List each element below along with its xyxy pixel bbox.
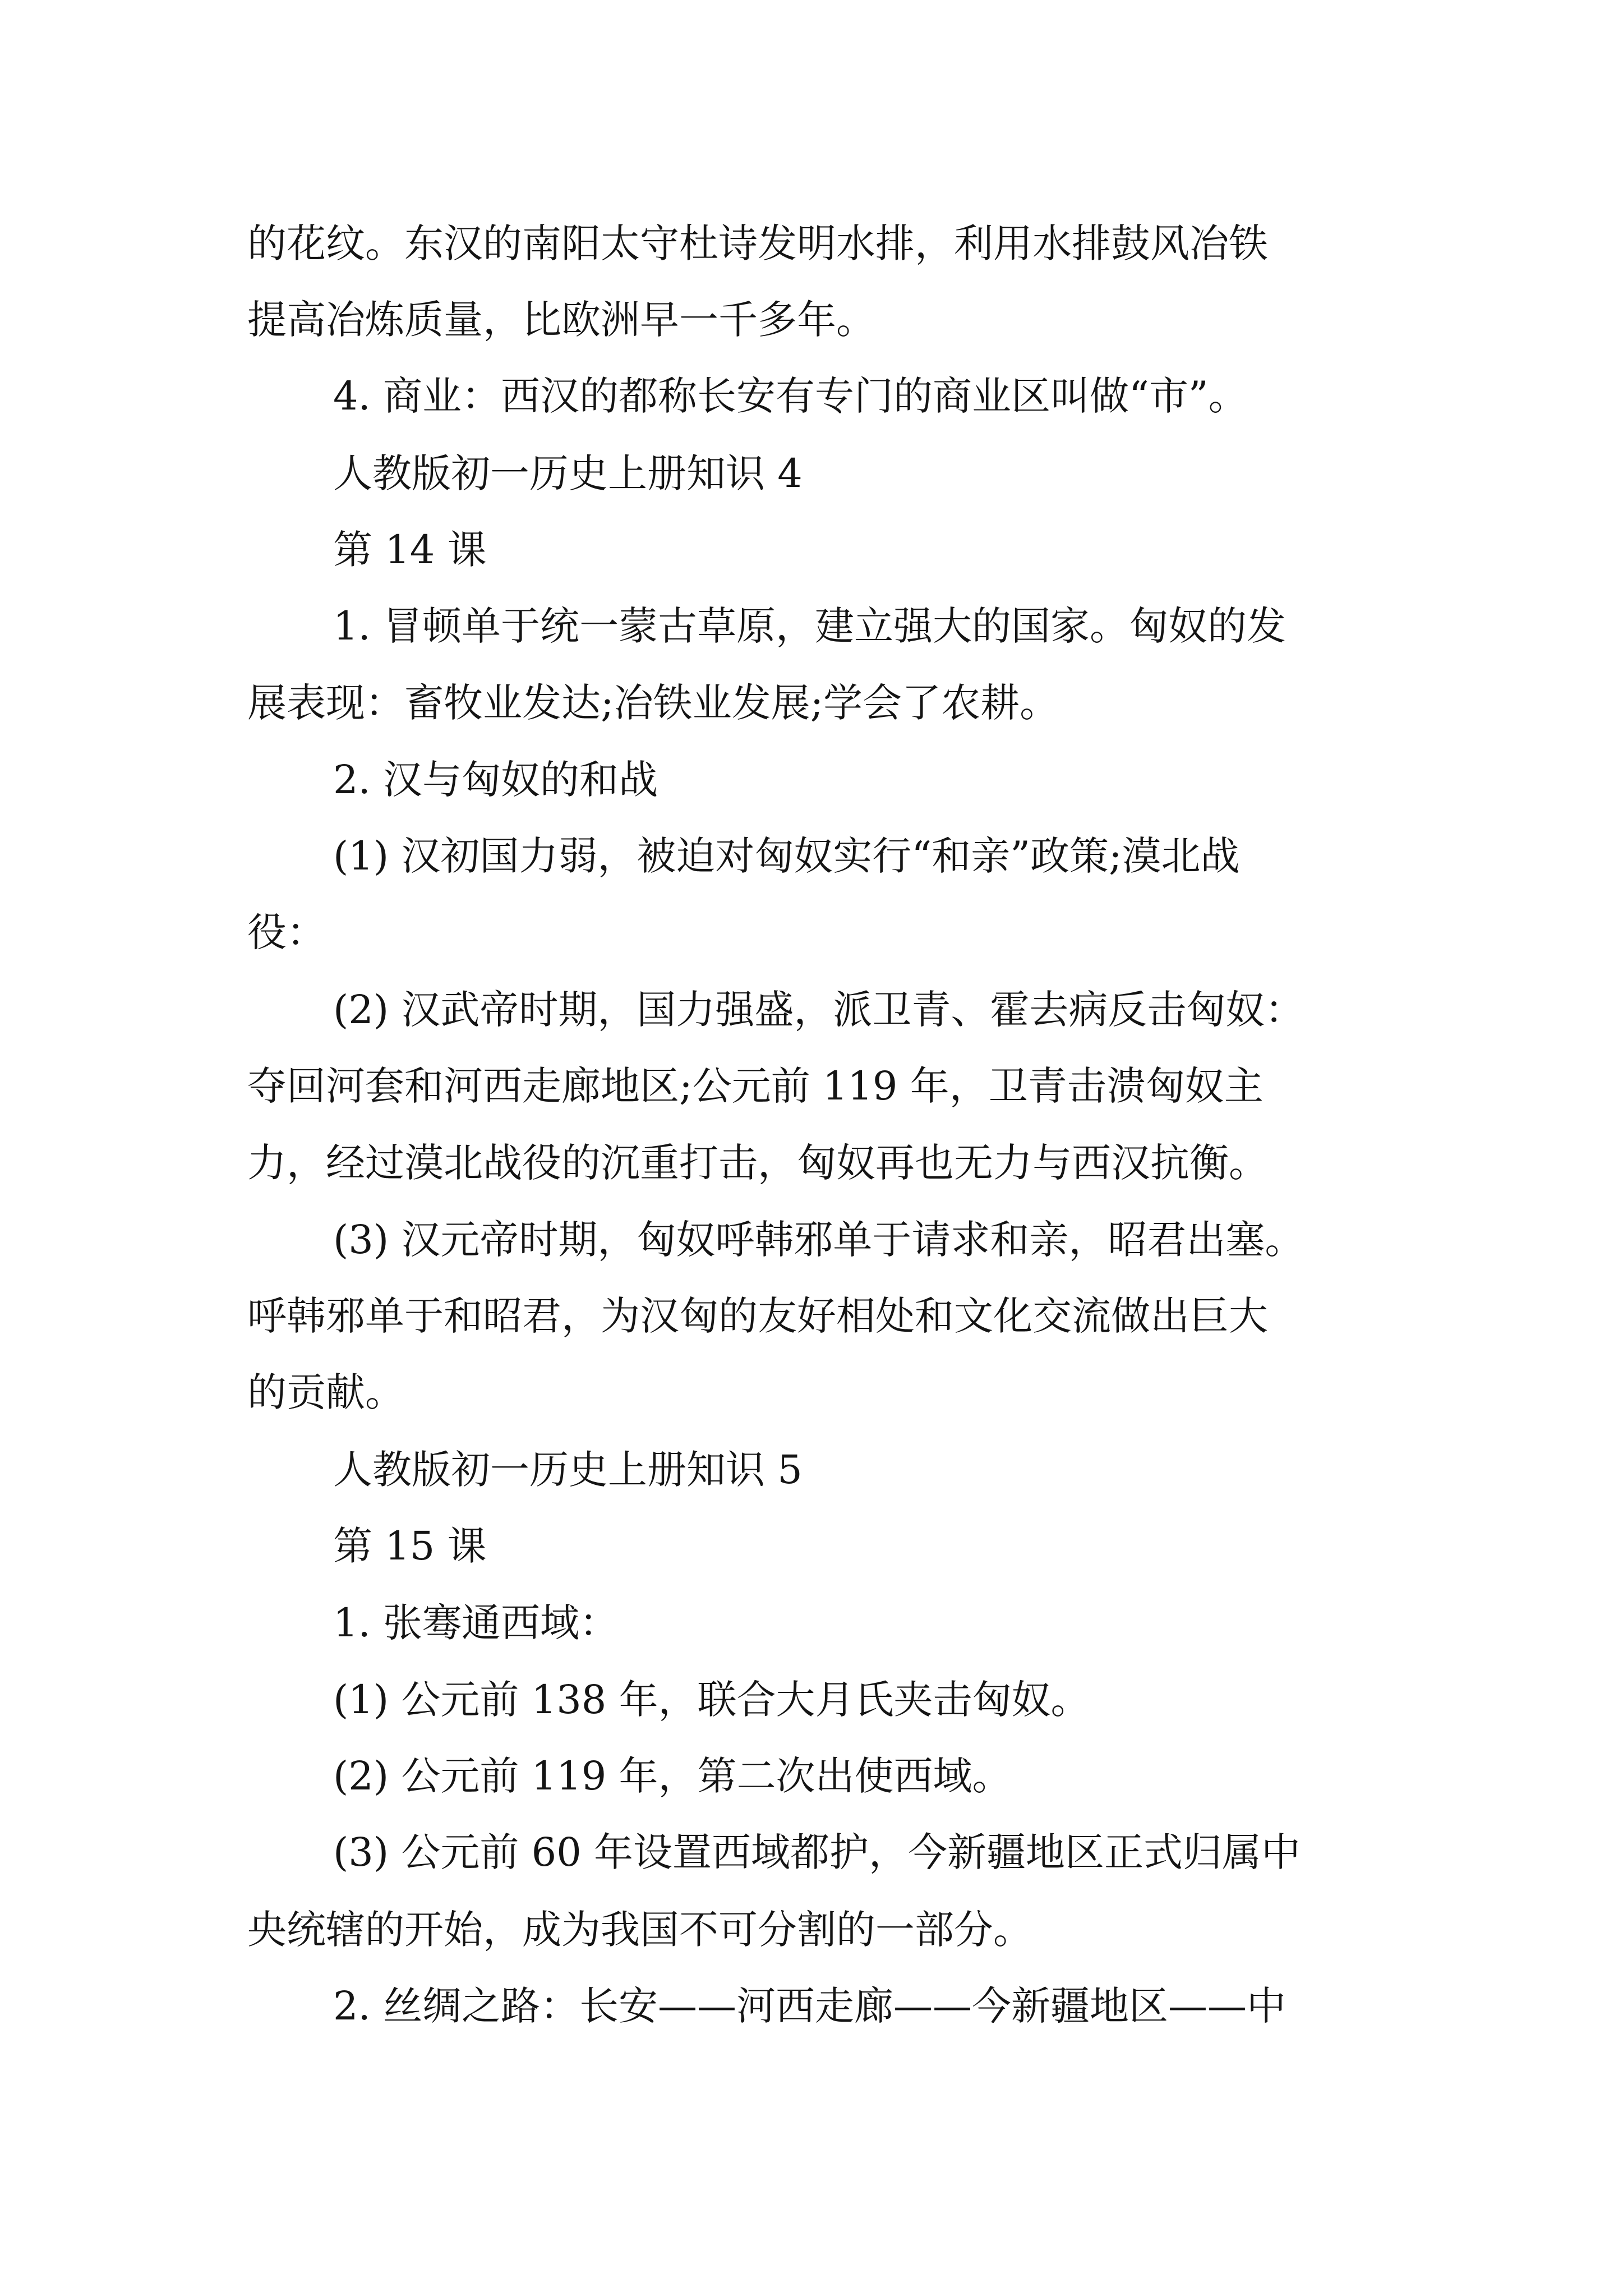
text-line: 力，经过漠北战役的沉重打击，匈奴再也无力与西汉抗衡。 — [247, 1140, 1268, 1186]
section-heading: 人教版初一历史上册知识 4 — [333, 450, 803, 496]
text-line: (3) 汉元帝时期，匈奴呼韩邪单于请求和亲，昭君出塞。 — [333, 1217, 1304, 1263]
text-line: (1) 公元前 138 年，联合大月氏夹击匈奴。 — [333, 1677, 1090, 1723]
text-line: 的贡献。 — [247, 1369, 404, 1415]
text-line: 的花纹。东汉的南阳太守杜诗发明水排，利用水排鼓风冶铁 — [247, 220, 1268, 266]
text-line: (2) 公元前 119 年，第二次出使西域。 — [333, 1753, 1012, 1799]
text-line: (3) 公元前 60 年设置西域都护，今新疆地区正式归属中 — [333, 1829, 1301, 1875]
text-line: 夺回河套和河西走廊地区;公元前 119 年，卫青击溃匈奴主 — [247, 1063, 1264, 1109]
text-line: 1. 张骞通西域： — [333, 1600, 619, 1646]
text-line: 2. 汉与匈奴的和战 — [333, 757, 658, 803]
lesson-heading: 第 15 课 — [333, 1523, 487, 1569]
text-line: (2) 汉武帝时期，国力强盛，派卫青、霍去病反击匈奴： — [333, 987, 1304, 1033]
text-line: (1) 汉初国力弱，被迫对匈奴实行“和亲”政策;漠北战 — [333, 833, 1240, 879]
text-line: 1. 冒顿单于统一蒙古草原，建立强大的国家。匈奴的发 — [333, 603, 1287, 649]
text-line: 展表现：畜牧业发达;冶铁业发展;学会了农耕。 — [247, 680, 1059, 726]
text-line: 央统辖的开始，成为我国不可分割的一部分。 — [247, 1907, 1032, 1953]
section-heading: 人教版初一历史上册知识 5 — [333, 1447, 803, 1493]
text-line: 提高冶炼质量，比欧洲早一千多年。 — [247, 297, 875, 343]
lesson-heading: 第 14 课 — [333, 527, 487, 573]
text-line: 4. 商业：西汉的都称长安有专门的商业区叫做“市”。 — [333, 373, 1248, 419]
text-line: 2. 丝绸之路：长安——河西走廊——今新疆地区——中 — [333, 1983, 1287, 2029]
text-line: 役： — [247, 909, 326, 955]
text-line: 呼韩邪单于和昭君，为汉匈的友好相处和文化交流做出巨大 — [247, 1293, 1268, 1339]
